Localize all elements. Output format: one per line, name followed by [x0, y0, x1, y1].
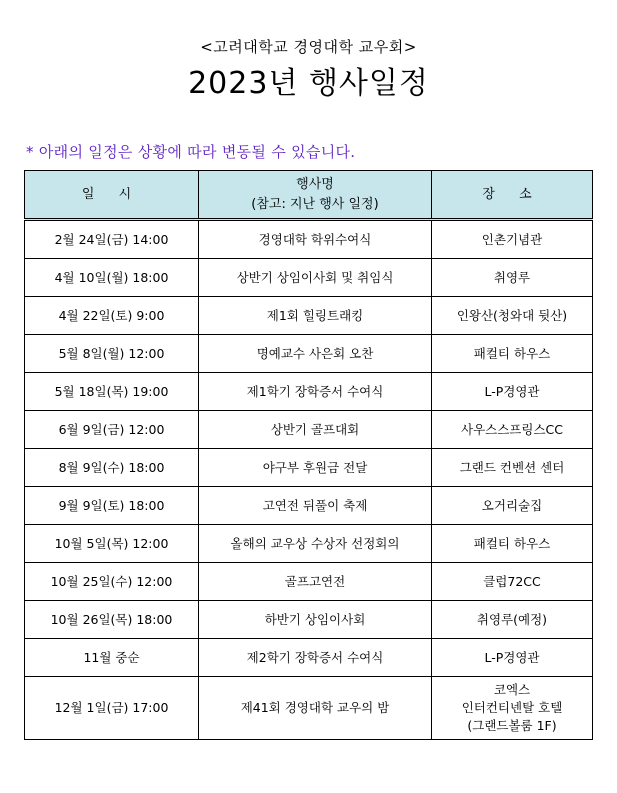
column-header-event-label: 행사명	[296, 176, 334, 192]
column-header-place	[432, 171, 593, 220]
table-row	[25, 259, 593, 297]
event-date: 10월 25일(수) 12:00	[25, 563, 199, 601]
column-header-date	[25, 171, 199, 220]
table-row	[25, 563, 593, 601]
table-row	[25, 335, 593, 373]
table-row	[25, 487, 593, 525]
event-date: 11월 중순	[25, 639, 199, 677]
table-row	[25, 449, 593, 487]
event-place: L-P경영관	[432, 373, 593, 411]
event-date: 10월 26일(목) 18:00	[25, 601, 199, 639]
event-name: 고연전 뒤풀이 축제	[199, 487, 432, 525]
event-date: 5월 18일(목) 19:00	[25, 373, 199, 411]
event-name: 하반기 상임이사회	[199, 601, 432, 639]
event-place: L-P경영관	[432, 639, 593, 677]
event-date: 8월 9일(수) 18:00	[25, 449, 199, 487]
event-place: 인촌기념관	[432, 220, 593, 259]
event-date: 10월 5일(목) 12:00	[25, 525, 199, 563]
table-row	[25, 601, 593, 639]
event-name: 명예교수 사은회 오찬	[199, 335, 432, 373]
schedule-body	[25, 220, 593, 740]
event-name: 제1학기 장학증서 수여식	[199, 373, 432, 411]
org-subtitle: <고려대학교 경영대학 교우회>	[200, 38, 417, 56]
event-date: 2월 24일(금) 14:00	[25, 220, 199, 259]
table-row	[25, 373, 593, 411]
event-date: 12월 1일(금) 17:00	[25, 677, 199, 740]
event-name: 올해의 교우상 수상자 선정회의	[199, 525, 432, 563]
table-row	[25, 677, 593, 740]
table-row	[25, 220, 593, 259]
table-row	[25, 297, 593, 335]
event-date: 6월 9일(금) 12:00	[25, 411, 199, 449]
column-header-event-note: (참고: 지난 행사 일정)	[251, 196, 379, 212]
event-place: 패컬티 하우스	[432, 525, 593, 563]
event-date: 9월 9일(토) 18:00	[25, 487, 199, 525]
event-date: 4월 10일(월) 18:00	[25, 259, 199, 297]
event-place: 인왕산(청와대 뒷산)	[432, 297, 593, 335]
column-header-date-label: 일 시	[81, 186, 142, 202]
event-place	[432, 677, 593, 740]
event-place: 취영루	[432, 259, 593, 297]
event-place: 취영루(예정)	[432, 601, 593, 639]
event-place: 패컬티 하우스	[432, 335, 593, 373]
event-place: 클럽72CC	[432, 563, 593, 601]
event-place-line: 인터컨티넨탈 호텔	[461, 700, 563, 715]
page-title: 2023년 행사일정	[188, 66, 429, 101]
event-place-line: (그랜드볼룸 1F)	[467, 718, 557, 733]
event-date: 5월 8일(월) 12:00	[25, 335, 199, 373]
schedule-notice: * 아래의 일정은 상황에 따라 변동될 수 있습니다.	[26, 143, 356, 161]
table-row	[25, 525, 593, 563]
table-row	[25, 411, 593, 449]
event-name: 제41회 경영대학 교우의 밤	[199, 677, 432, 740]
event-place: 사우스스프링스CC	[432, 411, 593, 449]
event-name: 제1회 힐링트래킹	[199, 297, 432, 335]
event-name: 상반기 골프대회	[199, 411, 432, 449]
table-row	[25, 639, 593, 677]
event-name: 야구부 후원금 전달	[199, 449, 432, 487]
event-name: 골프고연전	[199, 563, 432, 601]
event-place-line: 코엑스	[493, 682, 531, 697]
event-name: 경영대학 학위수여식	[199, 220, 432, 259]
event-name: 제2학기 장학증서 수여식	[199, 639, 432, 677]
event-date: 4월 22일(토) 9:00	[25, 297, 199, 335]
table-header-row	[25, 171, 593, 220]
event-schedule-table	[24, 170, 593, 740]
event-place: 오거리술집	[432, 487, 593, 525]
column-header-place-label: 장 소	[482, 186, 542, 202]
event-name: 상반기 상임이사회 및 취임식	[199, 259, 432, 297]
event-place: 그랜드 컨벤션 센터	[432, 449, 593, 487]
column-header-event	[199, 171, 432, 220]
